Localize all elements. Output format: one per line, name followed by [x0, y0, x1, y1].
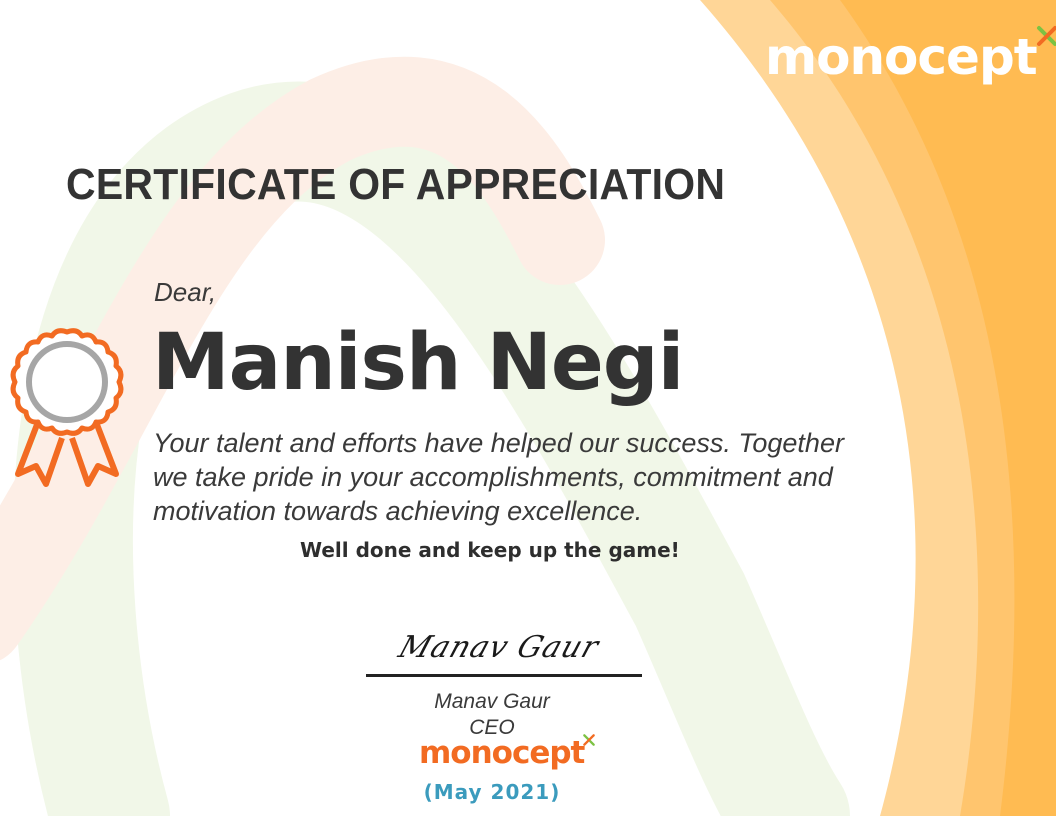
signature: Manav Gaur: [394, 630, 604, 665]
message-line: motivation towards achieving excellence.: [153, 496, 643, 526]
signer-name: Manav Gaur: [434, 690, 550, 713]
brand-logo-bottom-text: monocept: [419, 735, 585, 771]
brand-logo-bottom: [419, 735, 584, 772]
recipient-name: Manish Negi: [152, 318, 684, 408]
logo-x-icon: [582, 733, 596, 747]
award-ribbon-icon: [4, 326, 130, 490]
brand-logo-top: [765, 28, 1037, 86]
salutation: Dear,: [154, 277, 217, 307]
message-line: Your talent and efforts have helped our success. Together: [153, 428, 844, 458]
appreciation-message: [153, 426, 873, 528]
closing-line: Well done and keep up the game!: [300, 538, 680, 562]
signer-title: CEO: [469, 716, 515, 739]
message-line: we take pride in your accomplishments, commitment and: [153, 462, 833, 492]
certificate-title: CERTIFICATE OF APPRECIATION: [66, 160, 726, 209]
signature-line: [366, 674, 642, 677]
logo-x-icon: [1035, 24, 1056, 48]
brand-logo-top-text: monocept: [765, 28, 1037, 86]
certificate-date: (May 2021): [423, 780, 561, 804]
